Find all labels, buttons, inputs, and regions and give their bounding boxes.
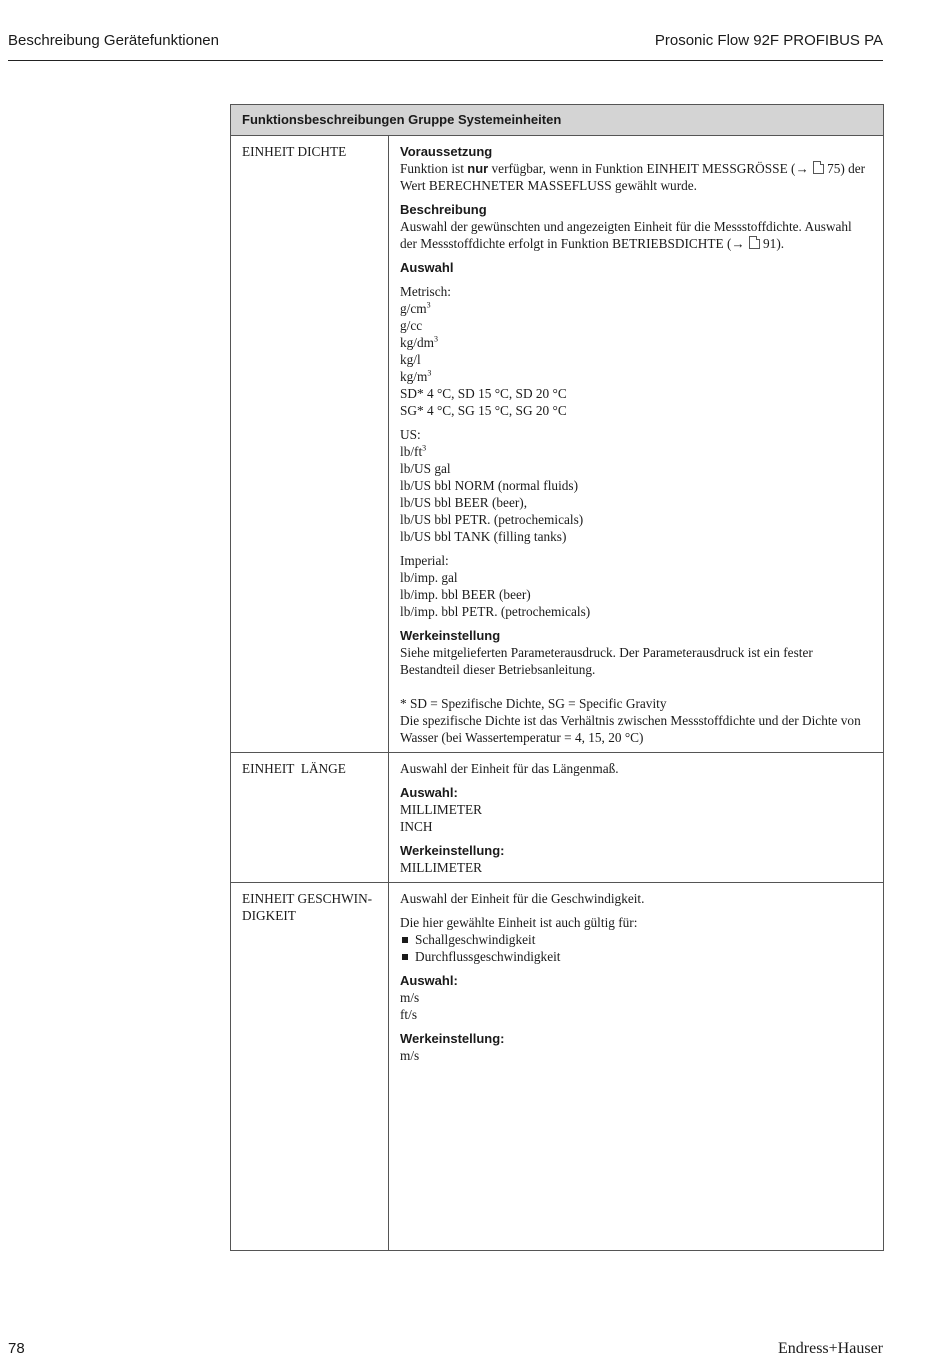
function-description: [389, 136, 884, 753]
page-number: 78: [8, 1340, 25, 1357]
list-item: lb/US bbl PETR. (petrochemicals): [400, 512, 584, 527]
list-item: ft/s: [400, 1007, 417, 1022]
bullet-icon: [402, 937, 408, 943]
superscript: 3: [426, 300, 431, 310]
gilt-section: [400, 914, 872, 965]
superscript: 3: [427, 368, 432, 378]
list-item: lb/imp. bbl PETR. (petrochemicals): [400, 604, 591, 619]
brand-name: Endress+Hauser: [778, 1340, 883, 1357]
intro-text: Auswahl der Einheit für die Geschwindigkeit.: [400, 891, 645, 906]
voraussetzung-section: [400, 143, 872, 194]
spacer: [400, 678, 872, 695]
list-label: Metrisch:: [400, 284, 451, 299]
beschreibung-section: [400, 201, 872, 252]
header-rule: [8, 60, 883, 61]
werkeinstellung-section: [400, 627, 872, 746]
page-reference: 91: [763, 236, 777, 251]
gilt-text: Die hier gewählte Einheit ist auch gültig für:: [400, 915, 638, 930]
list-item: lb/US bbl BEER (beer),: [400, 495, 528, 510]
superscript: 3: [433, 334, 438, 344]
list-item: MILLIMETER: [400, 802, 482, 817]
unit-text: kg/m: [400, 369, 428, 384]
table-row-einheit-dichte: [231, 136, 884, 753]
list-item: [400, 300, 872, 317]
auswahl-heading-section: [400, 259, 872, 276]
page-reference-icon: [813, 161, 824, 174]
list-item: lb/imp. bbl BEER (beer): [400, 587, 531, 602]
default-value: m/s: [400, 1048, 420, 1063]
intro-text: Auswahl der Einheit für das Längenmaß.: [400, 761, 619, 776]
running-header-section: Beschreibung Gerätefunktionen: [8, 32, 219, 49]
list-item: kg/l: [400, 352, 421, 367]
superscript: 3: [422, 443, 427, 453]
section-heading: Auswahl:: [400, 973, 458, 988]
text-fragment: ).: [776, 236, 785, 251]
section-heading: Auswahl:: [400, 785, 458, 800]
page-reference-icon: [749, 236, 760, 249]
function-description: [389, 883, 884, 1251]
list-item: m/s: [400, 990, 420, 1005]
section-heading: Auswahl: [400, 260, 454, 275]
werkeinstellung-section: [400, 842, 872, 876]
function-name: EINHEIT LÄNGE: [231, 753, 389, 883]
list-item: SG* 4 °C, SG 15 °C, SG 20 °C: [400, 403, 567, 418]
intro-section: [400, 760, 872, 777]
us-list: [400, 426, 872, 545]
list-item: [400, 334, 872, 351]
auswahl-section: [400, 972, 872, 1023]
bullet-item: [400, 948, 872, 965]
werkeinstellung-text: Siehe mitgelieferten Parameterausdruck. Der Parameterausdruck ist ein fester Bestandteil dieser Betriebsanleitung.: [400, 645, 813, 677]
section-heading: Werkeinstellung: [400, 628, 501, 643]
table-row-einheit-geschwindigkeit: [231, 883, 884, 1251]
table-row-einheit-laenge: [231, 753, 884, 883]
function-description-table: [230, 104, 884, 1251]
section-heading: Werkeinstellung:: [400, 843, 505, 858]
bullet-item: [400, 931, 872, 948]
list-label: US:: [400, 427, 421, 442]
footnote: * SD = Spezifische Dichte, SG = Specific Gravity: [400, 696, 667, 711]
function-name: [231, 883, 389, 1251]
metrisch-list: [400, 283, 872, 419]
werkeinstellung-section: [400, 1030, 872, 1064]
unit-text: g/cm: [400, 301, 427, 316]
running-header-product: Prosonic Flow 92F PROFIBUS PA: [654, 32, 883, 49]
list-item: INCH: [400, 819, 433, 834]
function-name: EINHEIT DICHTE: [231, 136, 389, 753]
list-item: g/cc: [400, 318, 423, 333]
list-item: SD* 4 °C, SD 15 °C, SD 20 °C: [400, 386, 567, 401]
footnote: Die spezifische Dichte ist das Verhältnis zwischen Messstoffdichte und der Dichte von Wasser (bei Wassertemperatur = 4, 15, 20 °C): [400, 713, 861, 745]
text-fragment: verfügbar, wenn in Funktion EINHEIT MESSGRÖSSE (→: [488, 161, 813, 176]
voraussetzung-text: [400, 161, 865, 193]
function-name-line: EINHEIT GESCHWIN-: [242, 891, 373, 906]
list-item: [400, 368, 872, 385]
unit-text: kg/dm: [400, 335, 434, 350]
function-description: [389, 753, 884, 883]
intro-section: [400, 890, 872, 907]
bullet-text: Schallgeschwindigkeit: [415, 932, 536, 947]
list-item: [400, 443, 872, 460]
page-reference: 75: [827, 161, 841, 176]
section-heading: Voraussetzung: [400, 144, 493, 159]
list-item: lb/US bbl NORM (normal fluids): [400, 478, 579, 493]
list-label: Imperial:: [400, 553, 449, 568]
list-item: lb/US bbl TANK (filling tanks): [400, 529, 567, 544]
text-fragment: Auswahl der gewünschten und angezeigten Einheit für die Messstoffdichte. Auswahl der Messstoffdichte erfolgt in Funktion BETRIEBSDICHTE (→: [400, 219, 852, 251]
auswahl-section: [400, 784, 872, 835]
section-heading: Beschreibung: [400, 202, 487, 217]
bullet-icon: [402, 954, 408, 960]
section-heading: Werkeinstellung:: [400, 1031, 505, 1046]
bullet-text: Durchflussgeschwindigkeit: [415, 949, 561, 964]
text-fragment: Funktion ist: [400, 161, 468, 176]
function-name-line: DIGKEIT: [242, 908, 296, 923]
list-item: lb/US gal: [400, 461, 451, 476]
unit-text: lb/ft: [400, 444, 423, 459]
list-item: lb/imp. gal: [400, 570, 458, 585]
text-fragment: ) der Wert BERECHNETER MASSEFLUSS gewählt wurde.: [400, 161, 866, 193]
imperial-list: [400, 552, 872, 620]
default-value: MILLIMETER: [400, 860, 482, 875]
table-title: Funktionsbeschreibungen Gruppe Systemeinheiten: [231, 105, 884, 136]
beschreibung-text: [400, 219, 852, 251]
emphasis-text: nur: [467, 161, 489, 176]
